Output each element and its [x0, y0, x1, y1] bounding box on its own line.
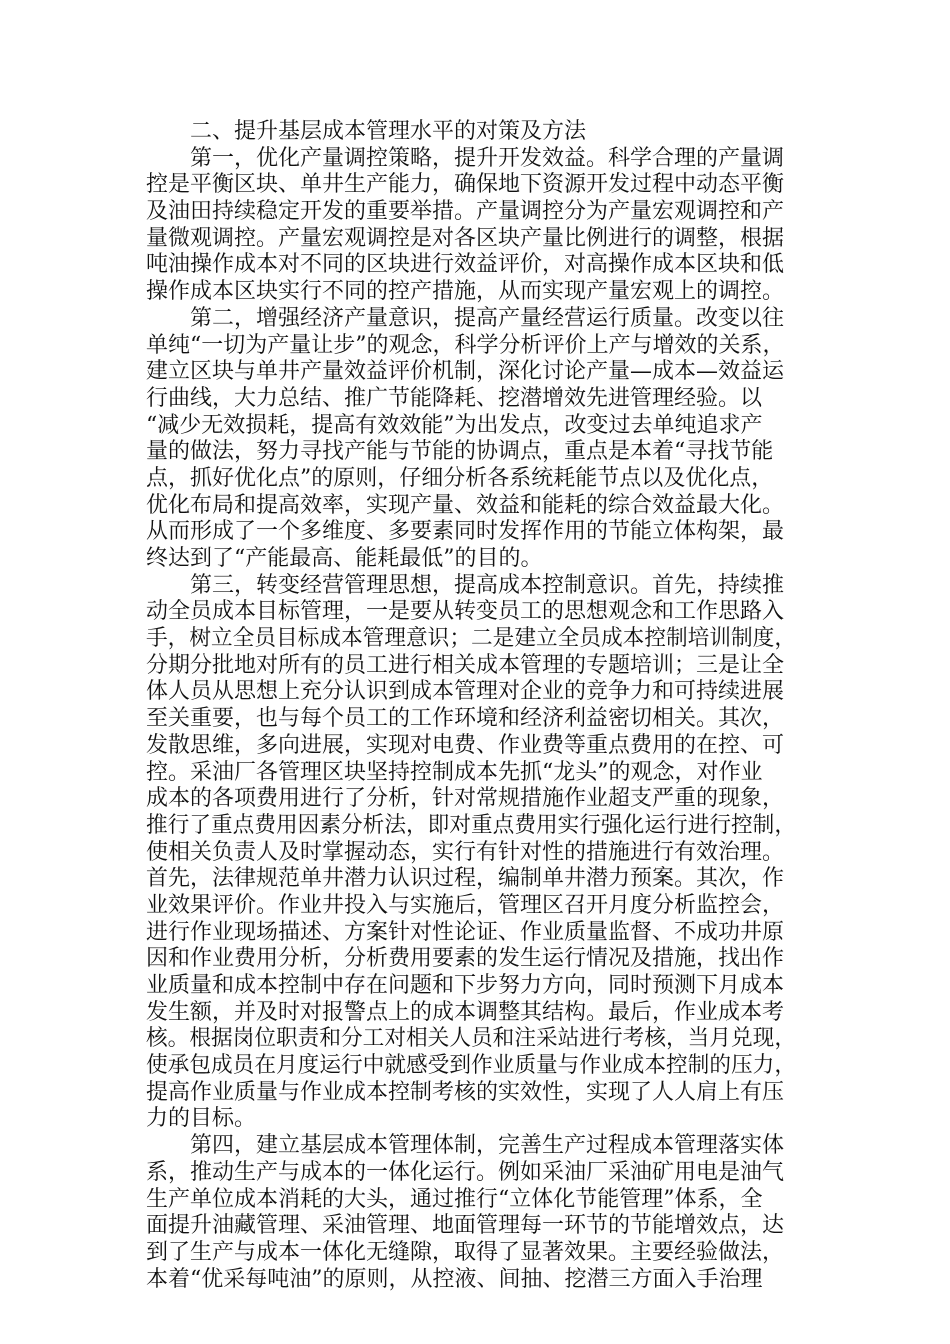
text-line-content: 控是平衡区块、单井生产能力，确保地下资源开发过程中动态平衡 — [146, 172, 785, 198]
text-line-content: 体人员从思想上充分认识到成本管理对企业的竞争力和可持续进展 — [146, 679, 785, 705]
text-line-content: 力的目标。 — [146, 1106, 257, 1132]
text-line — [146, 386, 796, 413]
text-line-content: 成本的各项费用进行了分析，针对常规措施作业超支严重的现象， — [146, 786, 785, 812]
text-line-content: 使相关负责人及时掌握动态，实行有针对性的措施进行有效治理。 — [146, 839, 785, 865]
text-line — [146, 1213, 796, 1240]
text-line-content: 量的做法，努力寻找产能与节能的协调点，重点是本着“寻找节能 — [146, 439, 774, 465]
text-line — [146, 119, 796, 146]
text-line-content: 面提升油藏管理、采油管理、地面管理每一环节的节能增效点，达 — [146, 1213, 785, 1239]
text-line — [146, 706, 796, 733]
text-line — [146, 1133, 796, 1160]
text-line-content: 进行作业现场描述、方案针对性论证、作业质量监督、不成功井原 — [146, 919, 785, 945]
text-line-content: 从而形成了一个多维度、多要素同时发挥作用的节能立体构架，最 — [146, 519, 785, 545]
text-line-content: 优化布局和提高效率，实现产量、效益和能耗的综合效益最大化。 — [146, 492, 785, 518]
text-line-content: 终达到了“产能最高、能耗最低”的目的。 — [146, 546, 543, 571]
text-line-content: 推行了重点费用因素分析法，即对重点费用实行强化运行进行控制， — [146, 812, 796, 838]
text-line — [146, 733, 796, 760]
text-line-content: 动全员成本目标管理，一是要从转变员工的思想观念和工作思路入 — [146, 599, 785, 625]
text-line — [146, 946, 796, 973]
text-line-content: 核。根据岗位职责和分工对相关人员和注采站进行考核，当月兑现， — [146, 1026, 796, 1052]
text-line — [146, 172, 796, 199]
text-line — [146, 413, 796, 440]
text-line — [146, 306, 796, 333]
text-line — [146, 279, 796, 306]
text-line — [146, 1187, 796, 1214]
text-line-content: 二、提升基层成本管理水平的对策及方法 — [190, 119, 587, 144]
text-line — [146, 1106, 796, 1133]
text-line — [146, 1053, 796, 1080]
text-line-content: 控。采油厂各管理区块坚持控制成本先抓“龙头”的观念，对作业 — [146, 759, 763, 785]
text-line — [146, 920, 796, 947]
text-line-content: 操作成本区块实行不同的控产措施，从而实现产量宏观上的调控。 — [146, 279, 785, 305]
text-line-content: 分期分批地对所有的员工进行相关成本管理的专题培训；三是让全 — [146, 652, 785, 678]
text-line-content: 手，树立全员目标成本管理意识；二是建立全员成本控制培训制度， — [146, 626, 796, 652]
text-line — [146, 893, 796, 920]
text-line-content: 第二，增强经济产量意识，提高产量经营运行质量。改变以往 — [190, 305, 785, 331]
text-line — [146, 679, 796, 706]
text-line-content: 量微观调控。产量宏观调控是对各区块产量比例进行的调整，根据 — [146, 225, 785, 251]
text-line — [146, 493, 796, 520]
text-line-content: 行曲线，大力总结、推广节能降耗、挖潜增效先进管理经验。以 — [146, 385, 763, 411]
text-line-content: 发散思维，多向进展，实现对电费、作业费等重点费用的在控、可 — [146, 732, 785, 758]
text-line — [146, 1080, 796, 1107]
text-line-content: 点，抓好优化点”的原则，仔细分析各系统耗能节点以及优化点， — [146, 465, 774, 491]
text-line-content: 因和作业费用分析，分析费用要素的发生运行情况及措施，找出作 — [146, 946, 785, 972]
text-line-content: 生产单位成本消耗的大头，通过推行“立体化节能管理”体系，全 — [146, 1186, 763, 1212]
document-body — [146, 119, 796, 1293]
text-line — [146, 626, 796, 653]
text-line — [146, 573, 796, 600]
text-line — [146, 866, 796, 893]
text-line — [146, 1026, 796, 1053]
text-line-content: 至关重要，也与每个员工的工作环境和经济利益密切相关。其次， — [146, 706, 785, 732]
text-line — [146, 786, 796, 813]
text-line-content: 吨油操作成本对不同的区块进行效益评价，对高操作成本区块和低 — [146, 252, 785, 278]
text-line — [146, 1267, 796, 1294]
text-line-content: 系，推动生产与成本的一体化运行。例如采油厂采油矿用电是油气 — [146, 1159, 785, 1185]
text-line-content: 使承包成员在月度运行中就感受到作业质量与作业成本控制的压力， — [146, 1053, 796, 1079]
text-line — [146, 519, 796, 546]
text-line — [146, 252, 796, 279]
text-line-content: 建立区块与单井产量效益评价机制，深化讨论产量—成本—效益运 — [146, 359, 785, 385]
text-line-content: 本着“优采每吨油”的原则，从控液、间抽、挖潜三方面入手治理 — [146, 1266, 763, 1292]
text-line-content: 第三，转变经营管理思想，提高成本控制意识。首先，持续推 — [190, 572, 785, 598]
text-line-content: 提高作业质量与作业成本控制考核的实效性，实现了人人肩上有压 — [146, 1079, 785, 1105]
text-line — [146, 466, 796, 493]
text-line — [146, 1000, 796, 1027]
text-line — [146, 1240, 796, 1267]
text-line-content: 及油田持续稳定开发的重要举措。产量调控分为产量宏观调控和产 — [146, 199, 785, 225]
text-line — [146, 813, 796, 840]
text-line — [146, 840, 796, 867]
text-line-content: 首先，法律规范单井潜力认识过程，编制单井潜力预案。其次，作 — [146, 866, 785, 892]
text-line — [146, 546, 796, 573]
text-line — [146, 760, 796, 787]
text-line — [146, 199, 796, 226]
text-line-content: 单纯“一切为产量让步”的观念，科学分析评价上产与增效的关系， — [146, 332, 785, 358]
text-line — [146, 333, 796, 360]
text-line-content: 发生额，并及时对报警点上的成本调整其结构。最后，作业成本考 — [146, 999, 785, 1025]
text-line — [146, 653, 796, 680]
text-line — [146, 599, 796, 626]
text-line — [146, 439, 796, 466]
text-line — [146, 973, 796, 1000]
text-line-content: “减少无效损耗，提高有效效能”为出发点，改变过去单纯追求产 — [146, 412, 763, 438]
text-line-content: 第一，优化产量调控策略，提升开发效益。科学合理的产量调 — [190, 145, 785, 171]
text-line-content: 第四，建立基层成本管理体制，完善生产过程成本管理落实体 — [190, 1133, 785, 1159]
text-line-content: 业质量和成本控制中存在问题和下步努力方向，同时预测下月成本 — [146, 973, 785, 998]
text-line — [146, 359, 796, 386]
text-line — [146, 1160, 796, 1187]
text-line — [146, 146, 796, 173]
text-line-content: 到了生产与成本一体化无缝隙，取得了显著效果。主要经验做法， — [146, 1239, 785, 1265]
text-line-content: 业效果评价。作业井投入与实施后，管理区召开月度分析监控会， — [146, 892, 785, 918]
text-line — [146, 226, 796, 253]
